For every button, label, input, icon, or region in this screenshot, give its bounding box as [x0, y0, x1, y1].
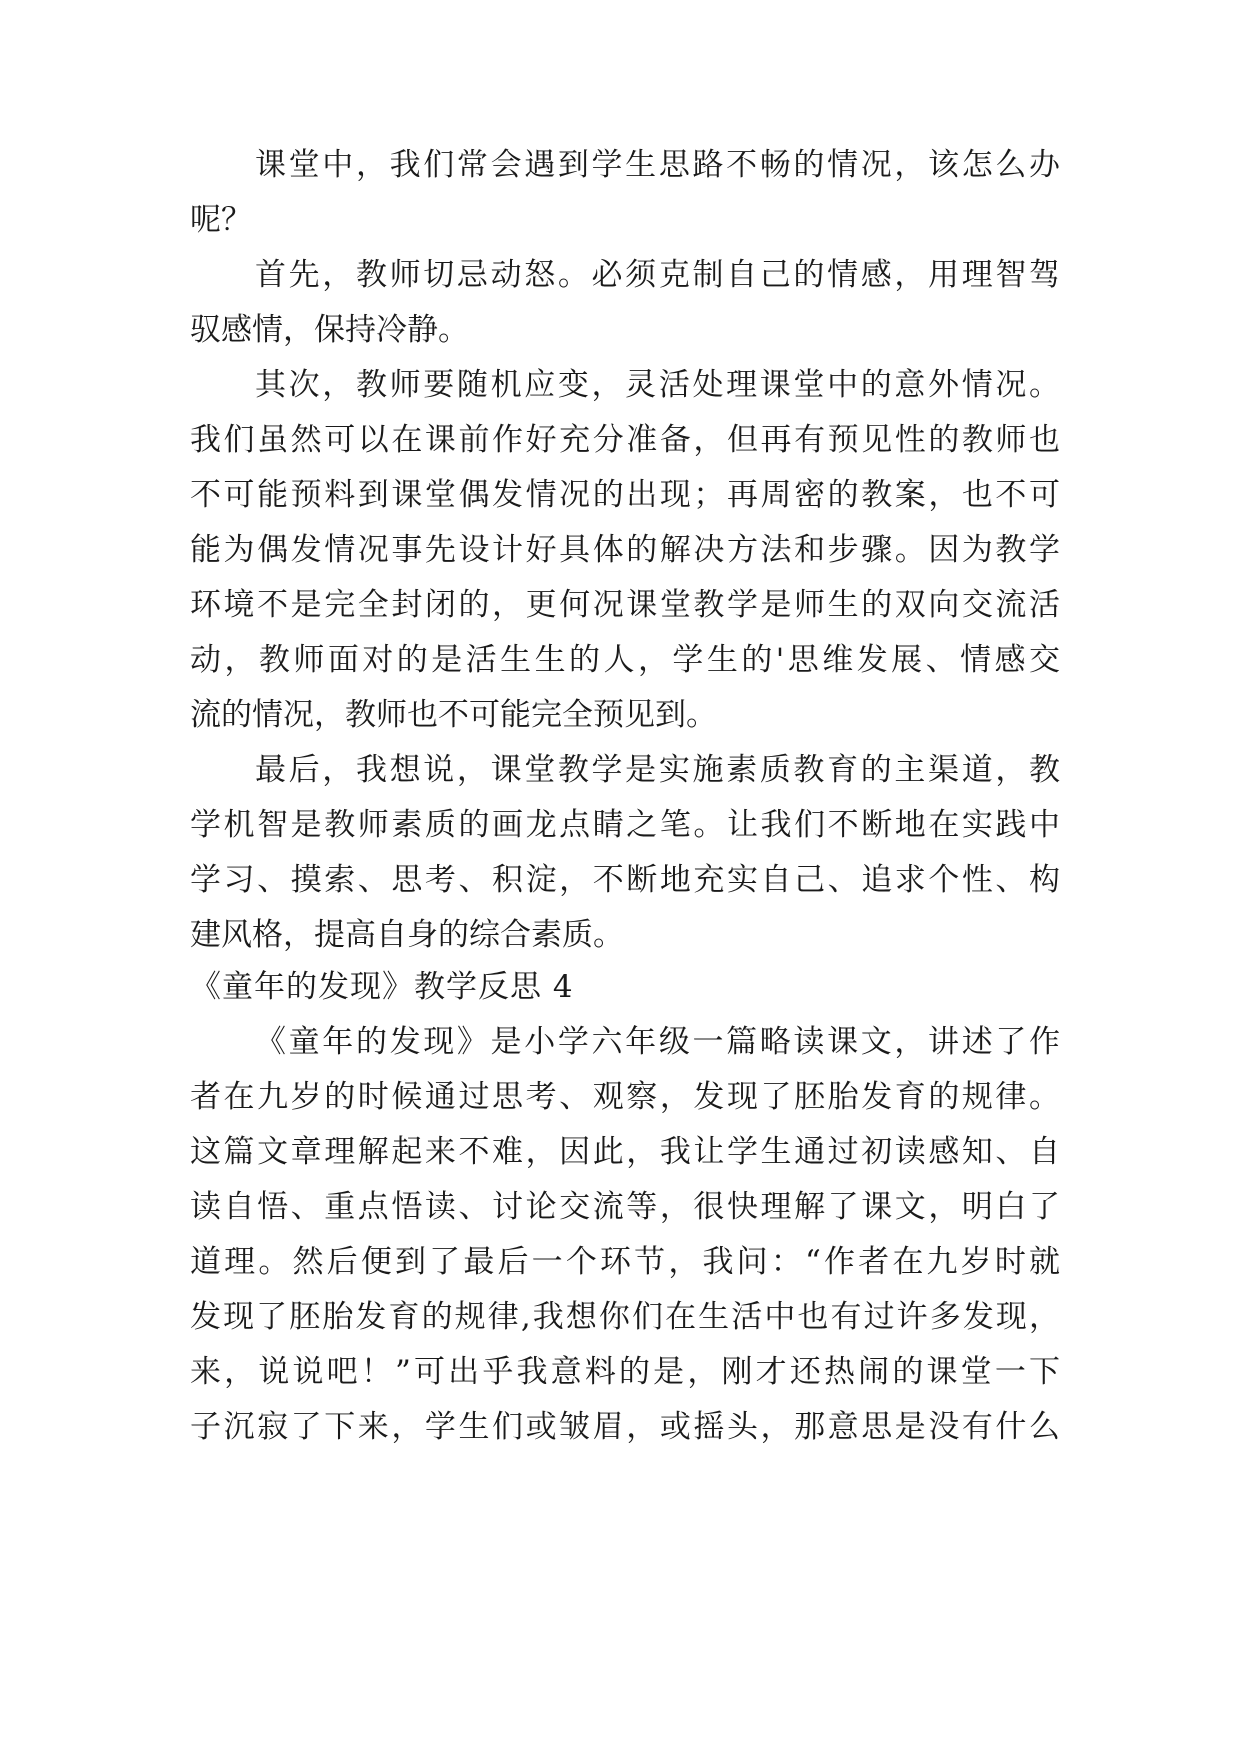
paragraph-3-line-2: 我们虽然可以在课前作好充分准备，但再有预见性的教师也: [190, 422, 1060, 458]
paragraph-3-line-7: 流的情况，教师也不可能完全预见到。: [190, 697, 717, 733]
paragraph-5-line-4: 读自悟、重点悟读、讨论交流等，很快理解了课文，明白了: [190, 1189, 1060, 1225]
paragraph-3-line-1: 其次，教师要随机应变，灵活处理课堂中的意外情况。: [255, 367, 1060, 403]
paragraph-5-line-6: 发现了胚胎发育的规律,我想你们在生活中也有过许多发现，: [190, 1299, 1060, 1335]
paragraph-1-line-2: 呢？: [190, 202, 252, 238]
paragraph-1-line-1: 课堂中，我们常会遇到学生思路不畅的情况，该怎么办: [255, 147, 1060, 183]
paragraph-3-line-5: 环境不是完全封闭的，更何况课堂教学是师生的双向交流活: [190, 587, 1060, 623]
paragraph-5-line-7: 来，说说吧！”可出乎我意料的是，刚才还热闹的课堂一下: [190, 1354, 1060, 1390]
paragraph-4-line-4: 建风格，提高自身的综合素质。: [190, 917, 624, 953]
paragraph-5-line-1: 《童年的发现》是小学六年级一篇略读课文，讲述了作: [255, 1024, 1060, 1060]
paragraph-5-line-5: 道理。然后便到了最后一个环节，我问：“作者在九岁时就: [190, 1244, 1060, 1280]
paragraph-4-line-1: 最后，我想说，课堂教学是实施素质教育的主渠道，教: [255, 752, 1060, 788]
paragraph-3-line-3: 不可能预料到课堂偶发情况的出现；再周密的教案，也不可: [190, 477, 1060, 513]
paragraph-3-line-6: 动，教师面对的是活生生的人，学生的'思维发展、情感交: [190, 642, 1060, 678]
paragraph-5-line-3: 这篇文章理解起来不难，因此，我让学生通过初读感知、自: [190, 1134, 1060, 1170]
paragraph-4-line-2: 学机智是教师素质的画龙点睛之笔。让我们不断地在实践中: [190, 807, 1060, 843]
paragraph-2-line-1: 首先，教师切忌动怒。必须克制自己的情感，用理智驾: [255, 257, 1060, 293]
paragraph-5-line-8: 子沉寂了下来，学生们或皱眉，或摇头，那意思是没有什么: [190, 1409, 1060, 1445]
paragraph-2-line-2: 驭感情，保持冷静。: [190, 312, 469, 348]
section-heading: 《童年的发现》教学反思 4: [190, 969, 574, 1005]
paragraph-4-line-3: 学习、摸索、思考、积淀，不断地充实自己、追求个性、构: [190, 862, 1060, 898]
paragraph-3-line-4: 能为偶发情况事先设计好具体的解决方法和步骤。因为教学: [190, 532, 1060, 568]
paragraph-5-line-2: 者在九岁的时候通过思考、观察，发现了胚胎发育的规律。: [190, 1079, 1060, 1115]
